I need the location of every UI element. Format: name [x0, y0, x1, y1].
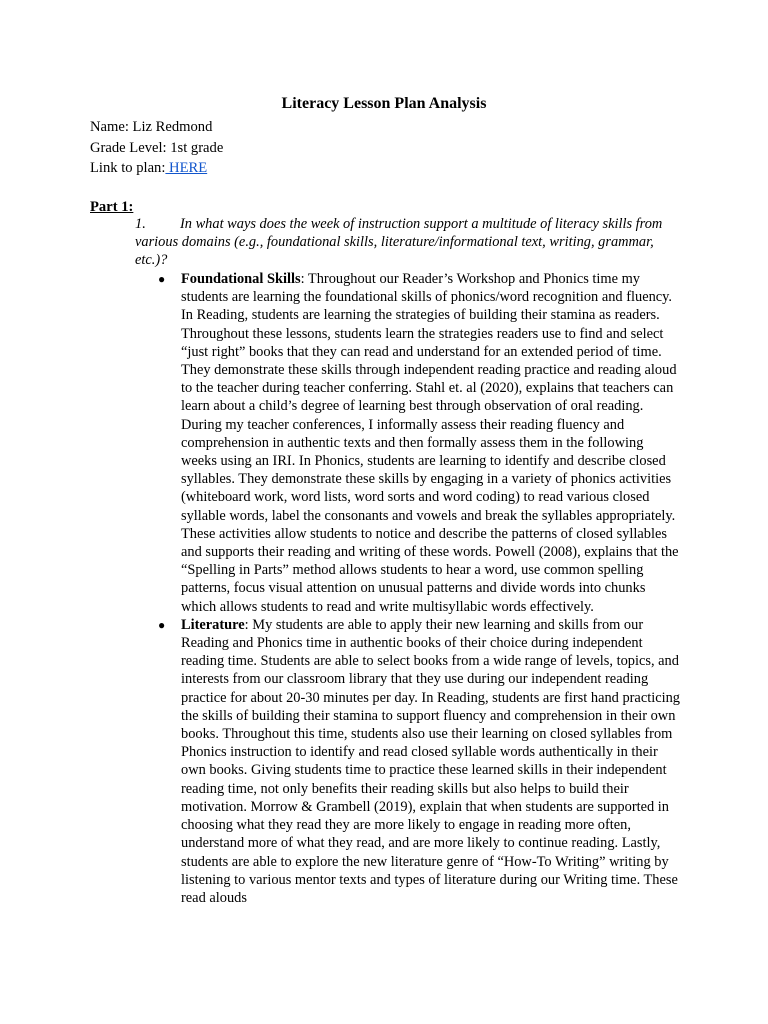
- bullet-text: : My students are able to apply their new learning and skills from our Reading and Phonics time in authentic books of their choice during independent reading time. Students are able to select books from a wide range of levels, topics, and interests from our classroom library that they use during our independent reading practice for about 20-30 minutes per day. In Reading, students are first hand practicing the skills of building their stamina to support fluency and comprehension in their own books. Throughout this time, students also use their learning on closed syllables from Phonics instruction to identify and read closed syllable words authentically in their own books. Giving students time to practice these learned skills in their independent reading time, not only benefits their reading skills but also helps to build their motivation. Morrow & Grambell (2019), explain that when students are supported in choosing what they read they are more likely to engage in reading more often, understand more of what they read, and are more likely to continue reading. Lastly, students are able to explore the new literature genre of “How-To Writing” writing by listening to various mentor texts and types of literature during our Writing time. These read alouds: [181, 616, 680, 906]
- bullet-term: Foundational Skills: [181, 271, 301, 287]
- bullet-dot-icon: ●: [158, 617, 166, 632]
- question-1: [135, 215, 665, 270]
- bullet-term: Literature: [181, 616, 245, 633]
- document-meta: [90, 117, 223, 179]
- document-title: Literacy Lesson Plan Analysis: [281, 95, 487, 112]
- grade-level: Grade Level: 1st grade: [90, 139, 224, 156]
- bullet-dot-icon: ●: [158, 272, 166, 286]
- answer-bullet-list: [158, 270, 681, 907]
- question-number: 1.: [135, 216, 146, 232]
- bullet-foundational-skills: [158, 270, 681, 616]
- question-text: In what ways does the week of instruction support a multitude of literacy skills from various domains (e.g., foundational skills, literature/informational text, writing, grammar, etc.)?: [135, 216, 663, 269]
- plan-link-label: Link to plan:: [90, 160, 166, 176]
- plan-link[interactable]: HERE: [165, 160, 208, 176]
- plan-link-row: [90, 158, 223, 179]
- bullet-text: : Throughout our Reader’s Workshop and Phonics time my students are learning the foundational skills of phonics/word recognition and fluency. In Reading, students are learning the strategies of building their stamina as readers. Throughout these lessons, students learn the strategies readers use to find and select “just right” books that they can read and understand for an extended period of time. They demonstrate these skills through independent reading practice and reading aloud to the teacher during teacher conferring. Stahl et. al (2020), explains that teachers can learn about a child’s degree of learning best through observation of oral reading. During my teacher conferences, I informally assess their reading fluency and comprehension in authentic texts and then formally assess them in the following weeks using an IRI. In Phonics, students are learning to identify and describe closed syllables. They demonstrate these skills by engaging in a variety of phonics activities (whiteboard work, word lists, word sorts and word coding) to read various closed syllable words, label the consonants and vowels and break the syllables appropriately. These activities allow students to notice and describe the patterns of closed syllables and supports their reading and writing of these words. Powell (2008), explains that the “Spelling in Parts” method allows students to hear a word, use common spelling patterns, focus visual attention on unusual patterns and divide words into chunks which allows students to read and write multisyllabic words effectively.: [181, 271, 679, 615]
- student-name: Name: Liz Redmond: [90, 119, 213, 135]
- bullet-literature: [158, 616, 681, 907]
- part-heading: Part 1:: [90, 199, 134, 215]
